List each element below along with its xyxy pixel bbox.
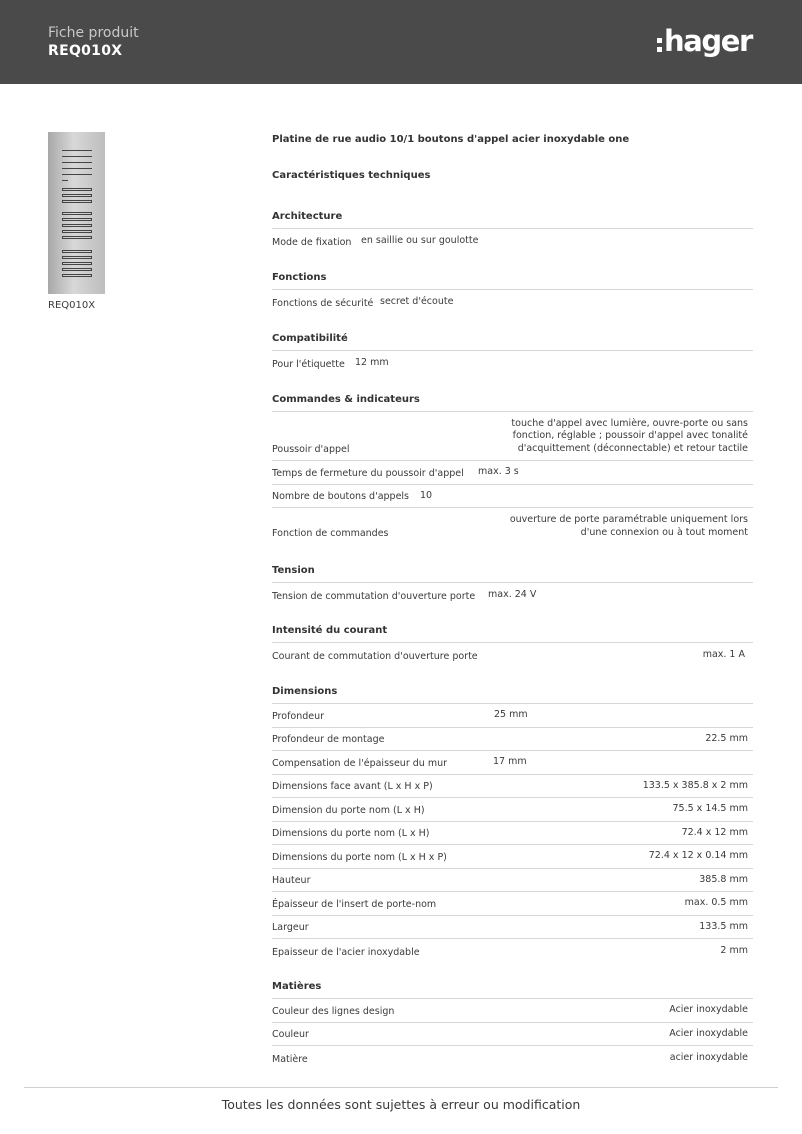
spec-label: Fonctions de sécurité [272, 297, 374, 309]
spec-row [272, 1046, 753, 1070]
section-fonctions [272, 270, 753, 314]
spec-row [272, 508, 753, 544]
spec-row [272, 939, 753, 963]
spec-value-line: ouverture de porte paramétrable uniquement lors [509, 514, 748, 525]
spec-value: 25 mm [494, 709, 528, 720]
spec-value: max. 3 s [478, 466, 519, 477]
footer-disclaimer: Toutes les données sont sujettes à erreur ou modification [221, 1097, 581, 1112]
spec-label: Courant de commutation d'ouverture porte [272, 650, 478, 662]
spec-label: Epaisseur de l'acier inoxydable [272, 946, 420, 958]
spec-row [272, 485, 753, 509]
spec-label: Dimensions face avant (L x H x P) [272, 781, 433, 792]
spec-value: Acier inoxydable [669, 1004, 748, 1015]
spec-label: Pour l'étiquette [272, 358, 345, 370]
spec-row [272, 775, 753, 799]
spec-row [272, 892, 753, 916]
spec-row [272, 869, 753, 893]
spec-label: Hauteur [272, 875, 311, 886]
spec-label: Profondeur [272, 710, 325, 722]
section-architecture [272, 209, 753, 253]
spec-label: Dimensions du porte nom (L x H) [272, 828, 430, 839]
section-title: Architecture [272, 209, 753, 229]
spec-label: Dimensions du porte nom (L x H x P) [272, 851, 447, 863]
spec-label: Temps de fermeture du poussoir d'appel [272, 467, 464, 479]
spec-value: 72.4 x 12 mm [681, 826, 748, 838]
section-title: Fonctions [272, 270, 753, 290]
section-compatibilite [272, 331, 753, 375]
product-reference: REQ010X [48, 43, 123, 59]
spec-value: Acier inoxydable [669, 1027, 748, 1039]
spec-row [272, 583, 753, 607]
spec-value: 385.8 mm [699, 873, 748, 885]
spec-value: 72.4 x 12 x 0.14 mm [648, 850, 748, 861]
spec-value: 133.5 mm [699, 920, 748, 932]
section-title: Commandes & indicateurs [272, 392, 753, 412]
spec-label: Fonction de commandes [272, 528, 389, 539]
spec-row [272, 751, 753, 775]
spec-value: max. 1 A [702, 649, 745, 660]
spec-value: secret d'écoute [380, 296, 454, 307]
spec-row [272, 229, 753, 253]
logo-wordmark: hager [664, 24, 752, 58]
section-title: Tension [272, 563, 753, 583]
spec-label: Couleur des lignes design [272, 1005, 395, 1017]
spec-row [272, 412, 753, 461]
section-commandes [272, 392, 753, 544]
spec-value: 22.5 mm [705, 732, 748, 744]
spec-value: 2 mm [720, 945, 748, 956]
section-tension [272, 563, 753, 607]
footer-divider [24, 1087, 778, 1088]
spec-value: acier inoxydable [669, 1052, 748, 1063]
thumbnail-caption: REQ010X [48, 300, 96, 311]
spec-value [510, 514, 748, 539]
spec-value: 133.5 x 385.8 x 2 mm [642, 779, 748, 791]
spec-row [272, 290, 753, 314]
product-thumbnail [48, 132, 105, 294]
spec-row [272, 704, 753, 728]
spec-label: Épaisseur de l'insert de porte-nom [272, 898, 437, 910]
section-title: Matières [272, 979, 753, 999]
doc-type-label: Fiche produit [48, 25, 139, 41]
spec-value: max. 24 V [488, 589, 537, 600]
spec-value-line: d'acquittement (déconnectable) et retour tactile [517, 442, 748, 454]
spec-row [272, 798, 753, 822]
spec-label: Poussoir d'appel [272, 444, 350, 455]
spec-label: Nombre de boutons d'appels [272, 491, 410, 502]
spec-label: Profondeur de montage [272, 734, 385, 745]
spec-label: Tension de commutation d'ouverture porte [272, 590, 476, 602]
spec-value-line: fonction, réglable ; poussoir d'appel avec tonalité [512, 430, 748, 441]
spec-value: max. 0.5 mm [684, 897, 748, 908]
spec-row [272, 351, 753, 375]
section-title: Compatibilité [272, 331, 753, 351]
spec-row [272, 728, 753, 752]
hager-logo [657, 24, 752, 58]
spec-row [272, 845, 753, 869]
spec-label: Compensation de l'épaisseur du mur [272, 757, 448, 769]
section-title: Dimensions [272, 684, 753, 704]
spec-row [272, 999, 753, 1023]
logo-dots-icon [657, 38, 662, 52]
page-header [0, 0, 802, 84]
product-title: Platine de rue audio 10/1 boutons d'appel acier inoxydable one [272, 134, 630, 145]
spec-label: Dimension du porte nom (L x H) [272, 804, 425, 816]
section-intensite [272, 623, 753, 667]
spec-label: Matière [272, 1053, 308, 1065]
spec-value: 10 [420, 489, 433, 501]
section-dimensions [272, 684, 753, 963]
spec-row [272, 1023, 753, 1047]
specs-heading: Caractéristiques techniques [272, 170, 431, 181]
section-title: Intensité du courant [272, 623, 753, 643]
spec-value-line: touche d'appel avec lumière, ouvre-porte ou sans [511, 417, 748, 429]
spec-row [272, 822, 753, 846]
spec-value: 12 mm [355, 357, 389, 368]
spec-row [272, 461, 753, 485]
spec-label: Mode de fixation [272, 236, 352, 248]
spec-value: 75.5 x 14.5 mm [672, 803, 748, 814]
spec-row [272, 916, 753, 940]
spec-value [511, 418, 748, 456]
spec-label: Couleur [272, 1029, 309, 1040]
spec-value-line: d'une connexion ou à tout moment [580, 526, 748, 538]
section-matieres [272, 979, 753, 1070]
spec-value: 17 mm [493, 756, 527, 767]
spec-label: Largeur [272, 922, 309, 933]
spec-value: en saillie ou sur goulotte [361, 235, 479, 246]
spec-row [272, 643, 753, 667]
